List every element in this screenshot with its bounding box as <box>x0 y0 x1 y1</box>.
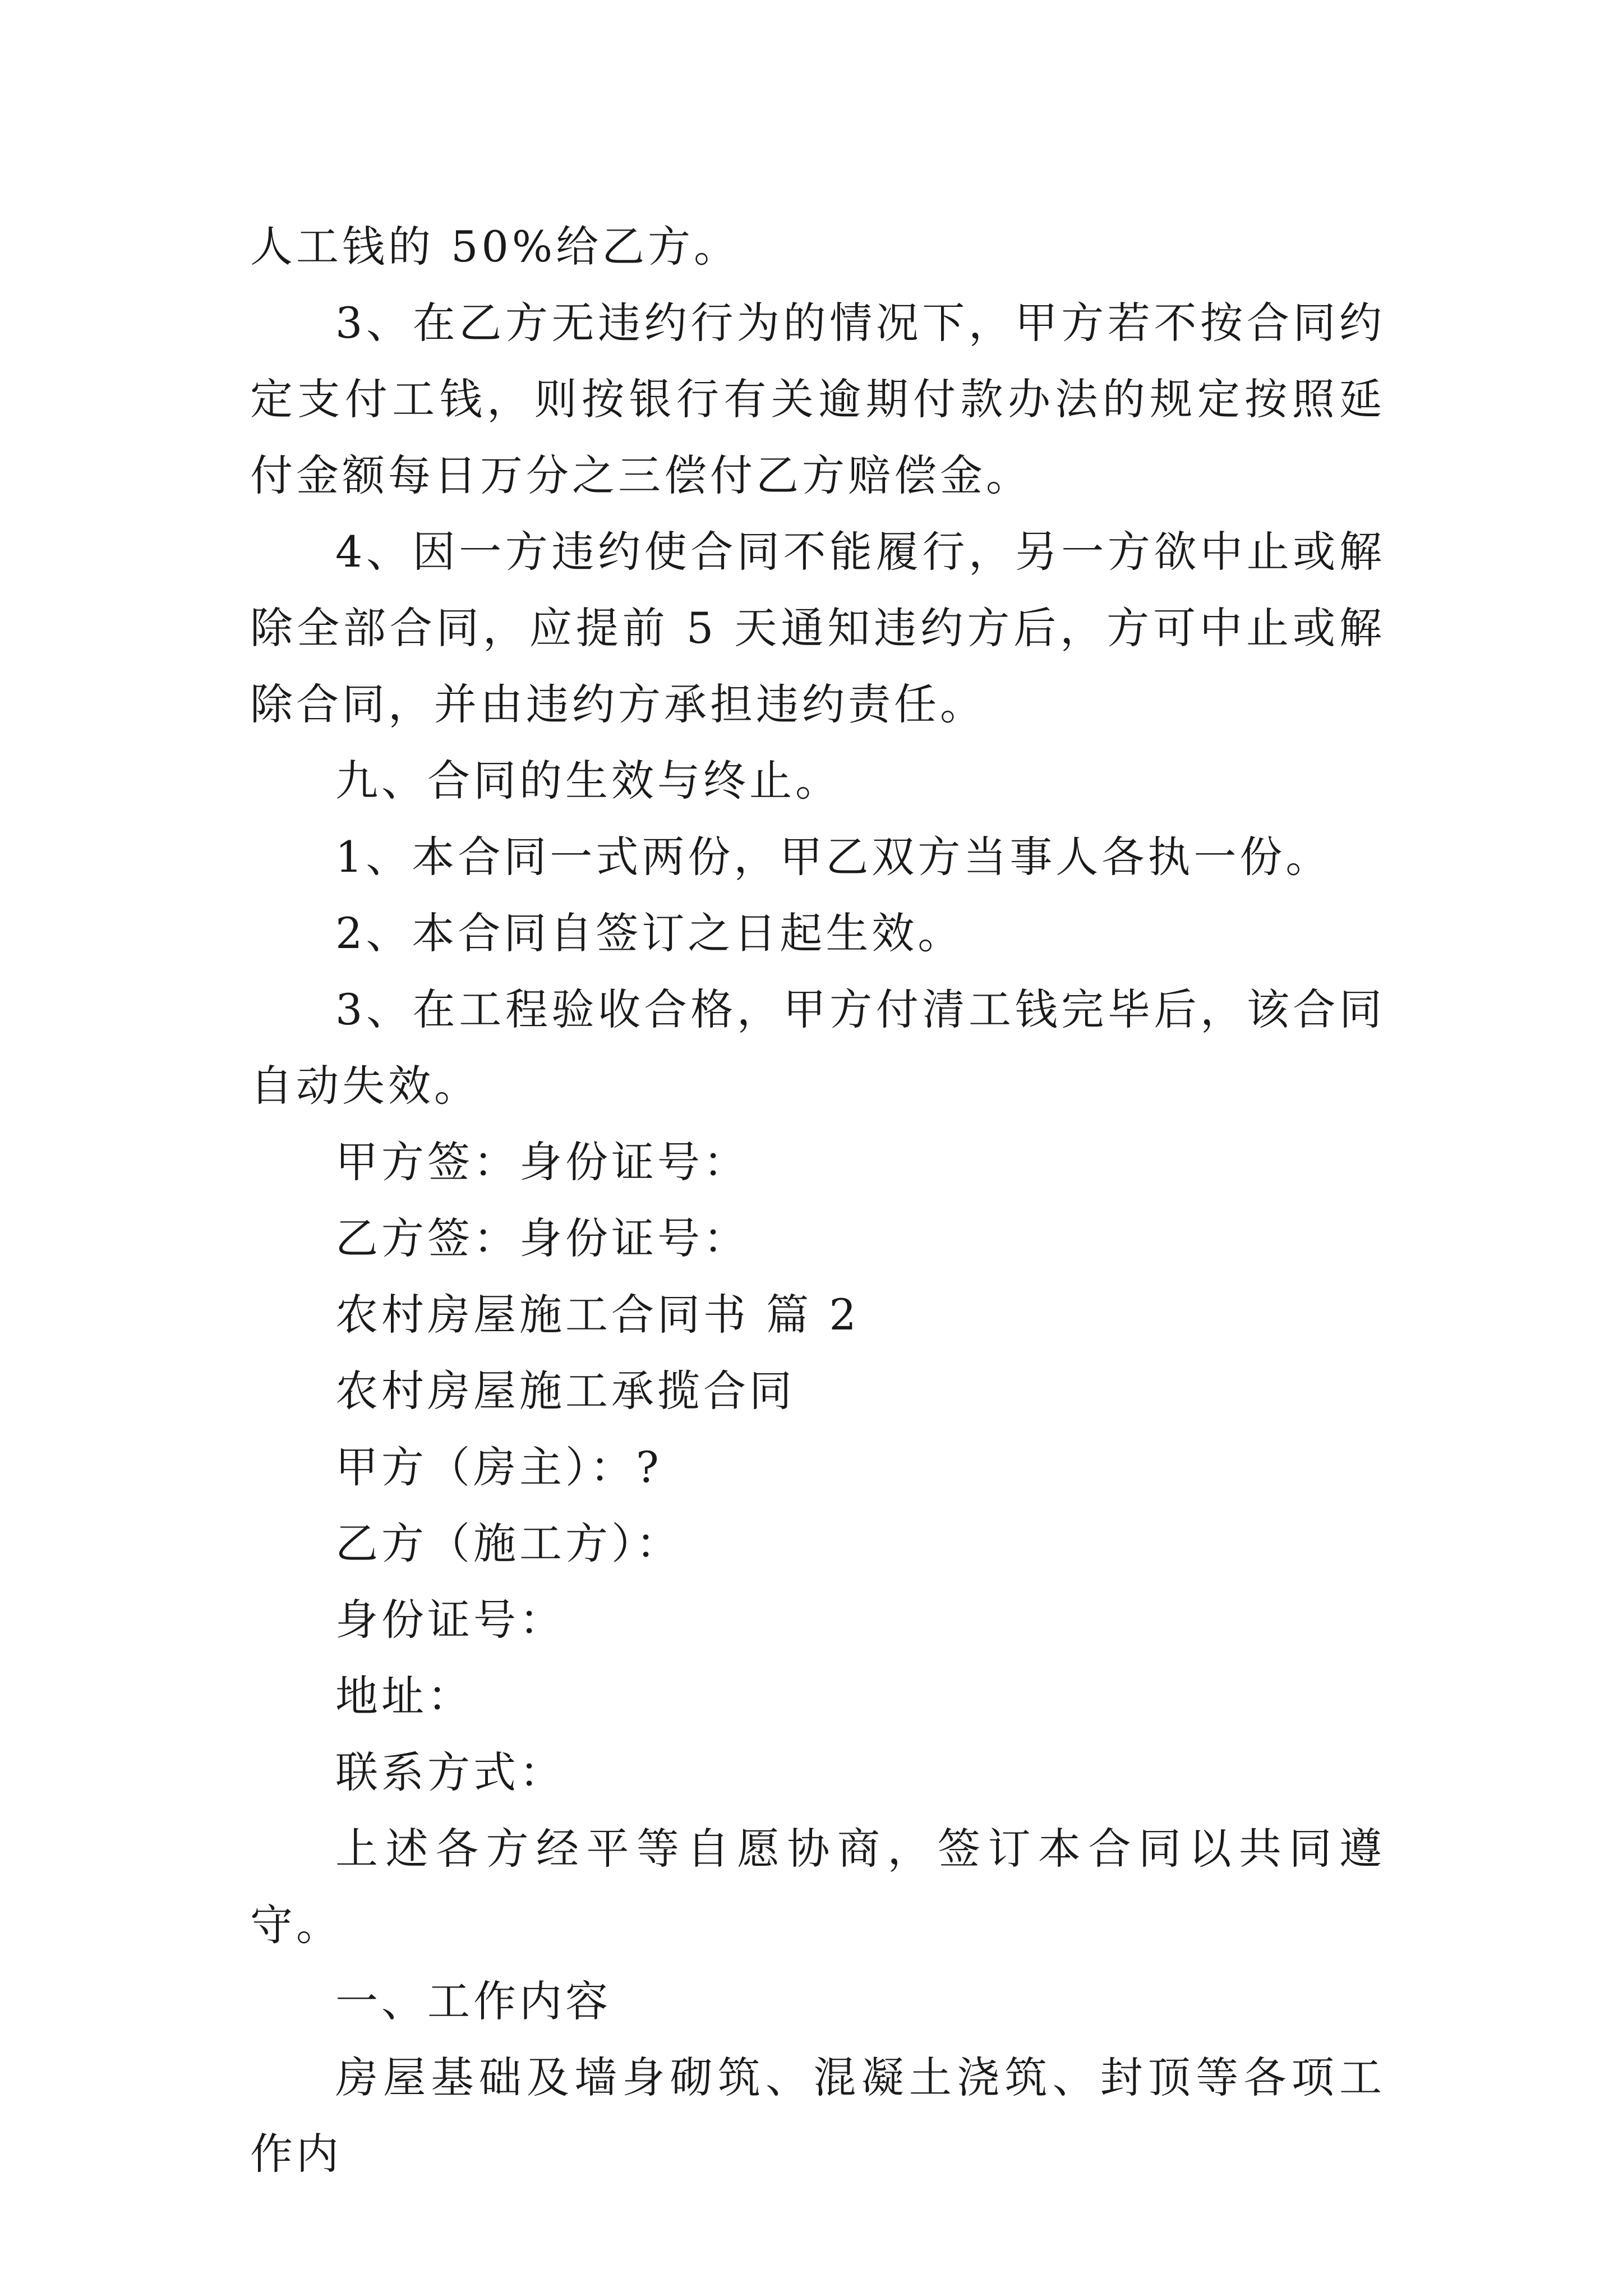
field-party-a: 甲方（房主）：? <box>335 1442 662 1492</box>
paragraph-effective-date: 2、本合同自签订之日起生效。 <box>335 908 964 958</box>
paragraph-clause-3-late-payment: 3、在乙方无违约行为的情况下，甲方若不按合同约定支付工钱，则按银行有关逾期付款办法的规定按照延付金额每日万分之三偿付乙方赔偿金。 <box>250 298 1385 500</box>
paragraph-agreement-statement: 上述各方经平等自愿协商，签订本合同以共同遵守。 <box>250 1824 1385 1950</box>
paragraph-expiry: 3、在工程验收合格，甲方付清工钱完毕后，该合同自动失效。 <box>250 984 1385 1111</box>
field-party-b: 乙方（施工方）： <box>335 1519 682 1568</box>
field-contact: 联系方式： <box>335 1747 565 1797</box>
section-heading-work-content: 一、工作内容 <box>335 1976 611 2026</box>
signature-line-party-b: 乙方签：身份证号： <box>335 1213 749 1263</box>
paragraph-copies: 1、本合同一式两份，甲乙双方当事人各执一份。 <box>335 832 1332 882</box>
document-body <box>250 209 1385 2192</box>
contract-title: 农村房屋施工承揽合同 <box>335 1366 795 1416</box>
paragraph-work-content: 房屋基础及墙身砌筑、混凝土浇筑、封顶等各项工作内 <box>250 2053 1385 2179</box>
field-id-number: 身份证号： <box>335 1595 565 1645</box>
paragraph-clause-4-termination: 4、因一方违约使合同不能履行，另一方欲中止或解除全部合同，应提前 5 天通知违约方后，方可中止或解除合同，并由违约方承担违约责任。 <box>250 527 1385 729</box>
field-address: 地址： <box>335 1671 473 1721</box>
signature-line-party-a: 甲方签：身份证号： <box>335 1137 749 1187</box>
paragraph-continuation: 人工钱的 50%给乙方。 <box>250 222 740 272</box>
document-section-title: 农村房屋施工合同书 篇 2 <box>335 1290 860 1340</box>
section-heading-effect-termination: 九、合同的生效与终止。 <box>335 756 841 806</box>
